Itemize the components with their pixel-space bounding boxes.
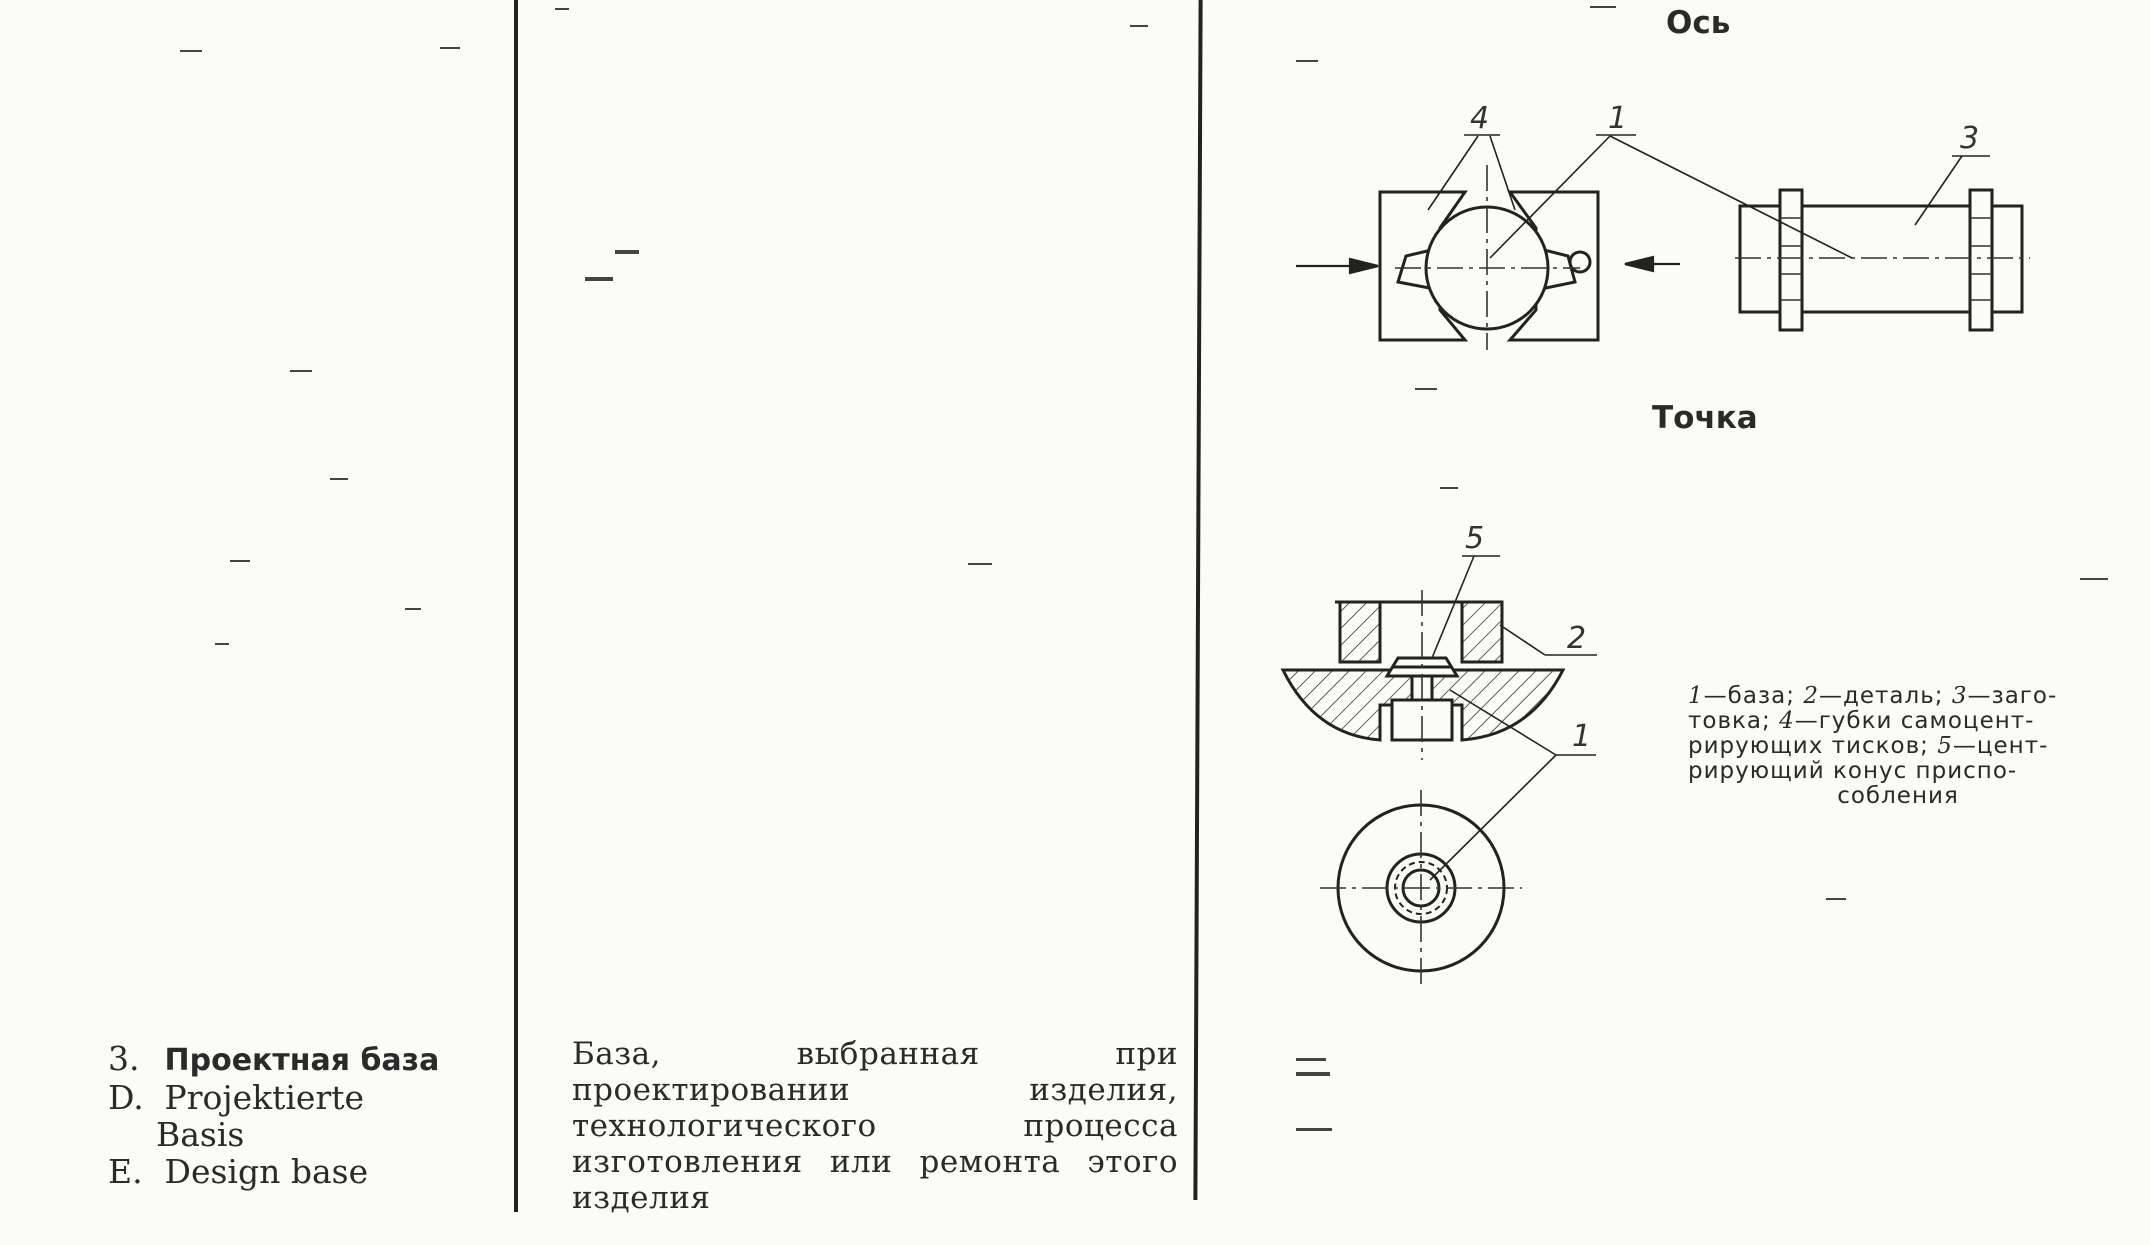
callout-5: 5 [1465,521,1485,556]
legend-line-3: рирующих тисков; 5—цент- [1688,733,2049,759]
callout-1-bottom: 1 [1572,719,1592,754]
blank-drawing [1740,190,2022,330]
term-english: Design base [164,1152,369,1191]
figure-title-point: Точка [1652,400,1758,436]
vise-jaws-drawing [1380,192,1598,340]
legend-line-5: собления [1837,783,1959,809]
callout-4: 4 [1470,101,1490,136]
centering-fixture-drawing [1283,602,1563,740]
term-german: Projektierte [164,1078,365,1117]
term-german-prefix: D. [108,1078,144,1117]
term-number: 3. [108,1039,140,1078]
term-definition: База, выбранная при проектировании изделия, технологического процесса изготовления или ремонта этого изделия [572,1036,1178,1216]
term-russian: Проектная база [164,1043,440,1078]
term-english-prefix: E. [108,1152,143,1191]
legend-line-2: товка; 4—губки самоцент- [1688,708,2035,734]
legend-line-1: 1—база; 2—деталь; 3—заго- [1688,683,2058,709]
term-german-continued: Basis [156,1115,245,1154]
legend-line-4: рирующий конус приспо- [1688,758,2018,784]
figure-title-axis: Ось [1666,5,1731,41]
callout-1-top: 1 [1608,101,1628,136]
callout-3: 3 [1960,121,1980,156]
callout-2: 2 [1567,621,1587,656]
figure-legend [1688,684,2108,809]
